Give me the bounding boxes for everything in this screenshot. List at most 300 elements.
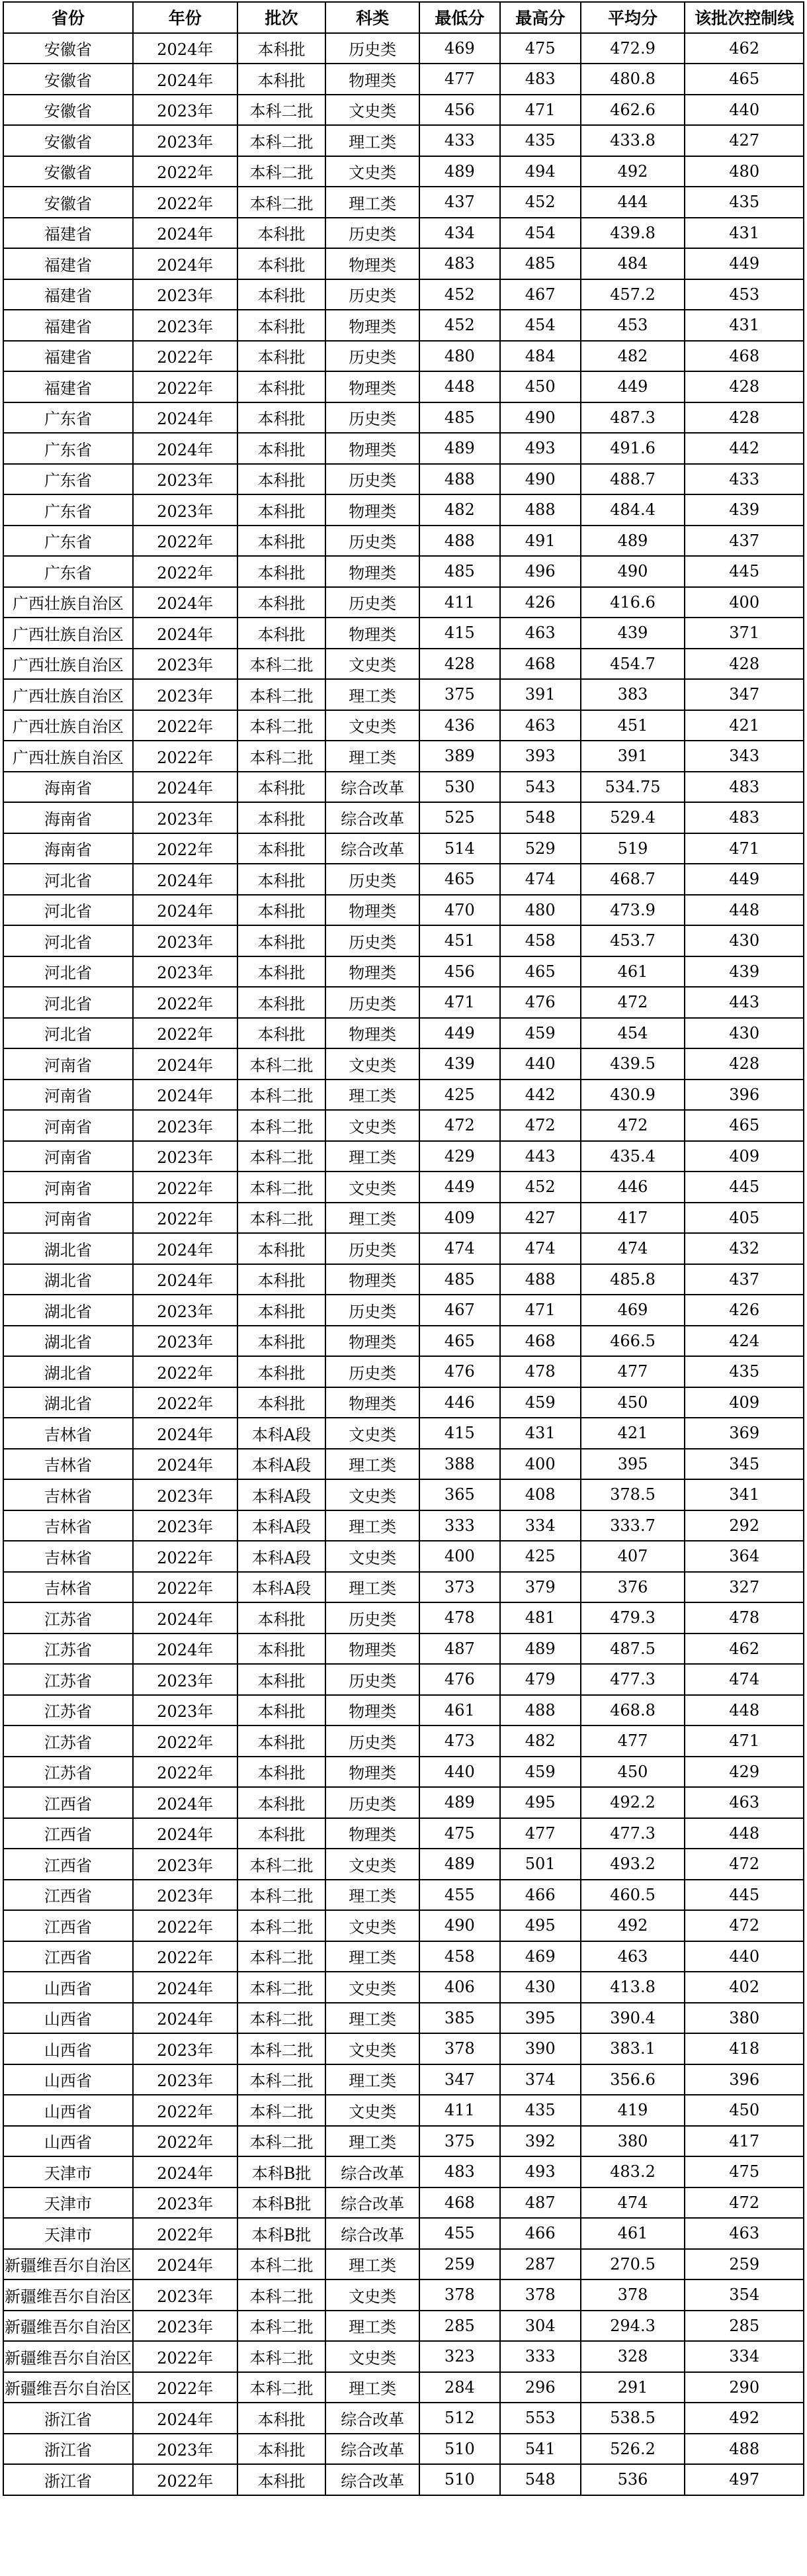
cell-year: 2023年 (133, 2311, 237, 2342)
cell-batch: 本科批 (237, 1725, 326, 1757)
header-batch: 批次 (237, 2, 326, 33)
table-row (3, 1233, 804, 1264)
cell-min-score: 476 (419, 1356, 500, 1387)
cell-max-score: 454 (500, 218, 581, 249)
table-row (3, 2126, 804, 2157)
cell-min-score: 483 (419, 2156, 500, 2187)
cell-avg-score: 493.2 (581, 1849, 685, 1880)
cell-year: 2022年 (133, 741, 237, 772)
cell-province: 江西省 (3, 1910, 133, 1941)
cell-year: 2022年 (133, 2218, 237, 2249)
cell-subject: 综合改革 (325, 772, 419, 803)
cell-subject: 文史类 (325, 710, 419, 741)
cell-min-score: 439 (419, 1048, 500, 1080)
table-body (3, 33, 804, 2495)
cell-min-score: 489 (419, 1787, 500, 1818)
cell-year: 2023年 (133, 956, 237, 988)
cell-subject: 理工类 (325, 2064, 419, 2095)
cell-subject: 理工类 (325, 679, 419, 710)
cell-province: 福建省 (3, 341, 133, 372)
table-row (3, 371, 804, 402)
cell-min-score: 436 (419, 710, 500, 741)
cell-min-score: 488 (419, 464, 500, 495)
cell-subject: 综合改革 (325, 2403, 419, 2434)
table-row (3, 1972, 804, 2003)
cell-batch: 本科批 (237, 1326, 326, 1357)
cell-batch: 本科批 (237, 1387, 326, 1418)
cell-province: 吉林省 (3, 1572, 133, 1603)
cell-min-score: 510 (419, 2464, 500, 2495)
cell-max-score: 426 (500, 587, 581, 618)
cell-max-score: 471 (500, 95, 581, 126)
cell-control-line: 347 (685, 679, 804, 710)
table-row (3, 1479, 804, 1510)
cell-min-score: 458 (419, 1941, 500, 1972)
cell-max-score: 493 (500, 2156, 581, 2187)
cell-avg-score: 446 (581, 1172, 685, 1203)
cell-avg-score: 472 (581, 1110, 685, 1141)
cell-min-score: 470 (419, 895, 500, 926)
cell-subject: 综合改革 (325, 2218, 419, 2249)
cell-subject: 理工类 (325, 2249, 419, 2280)
cell-max-score: 442 (500, 1080, 581, 1111)
cell-control-line: 475 (685, 2156, 804, 2187)
cell-max-score: 425 (500, 1541, 581, 1572)
cell-max-score: 553 (500, 2403, 581, 2434)
cell-province: 广西壮族自治区 (3, 710, 133, 741)
table-row (3, 248, 804, 279)
cell-batch: 本科批 (237, 402, 326, 434)
cell-max-score: 483 (500, 64, 581, 95)
cell-avg-score: 468.8 (581, 1695, 685, 1726)
cell-batch: 本科批 (237, 494, 326, 526)
cell-min-score: 433 (419, 125, 500, 156)
cell-batch: 本科批 (237, 1602, 326, 1633)
cell-max-score: 467 (500, 279, 581, 310)
cell-year: 2023年 (133, 1849, 237, 1880)
cell-year: 2024年 (133, 1602, 237, 1633)
cell-max-score: 490 (500, 464, 581, 495)
cell-batch: 本科批 (237, 556, 326, 587)
cell-subject: 文史类 (325, 1972, 419, 2003)
header-row (3, 2, 804, 33)
cell-year: 2023年 (133, 310, 237, 341)
cell-subject: 理工类 (325, 2003, 419, 2034)
cell-batch: 本科批 (237, 895, 326, 926)
cell-max-score: 493 (500, 433, 581, 464)
table-row (3, 1633, 804, 1665)
cell-subject: 文史类 (325, 1541, 419, 1572)
cell-year: 2022年 (133, 2095, 237, 2126)
cell-control-line: 409 (685, 1141, 804, 1172)
cell-year: 2022年 (133, 2341, 237, 2372)
cell-year: 2022年 (133, 710, 237, 741)
cell-year: 2024年 (133, 2403, 237, 2434)
cell-province: 湖北省 (3, 1264, 133, 1295)
cell-avg-score: 419 (581, 2095, 685, 2126)
cell-avg-score: 487.3 (581, 402, 685, 434)
cell-batch: 本科批 (237, 248, 326, 279)
cell-max-score: 481 (500, 1602, 581, 1633)
cell-control-line: 285 (685, 2311, 804, 2342)
cell-province: 浙江省 (3, 2434, 133, 2465)
cell-year: 2023年 (133, 1479, 237, 1510)
cell-batch: 本科二批 (237, 1048, 326, 1080)
cell-subject: 文史类 (325, 1110, 419, 1141)
cell-min-score: 469 (419, 33, 500, 64)
cell-batch: 本科批 (237, 1818, 326, 1849)
cell-max-score: 459 (500, 1757, 581, 1788)
cell-control-line: 400 (685, 587, 804, 618)
cell-province: 湖北省 (3, 1387, 133, 1418)
table-row (3, 2218, 804, 2249)
cell-province: 山西省 (3, 2095, 133, 2126)
table-row (3, 1941, 804, 1972)
cell-year: 2024年 (133, 33, 237, 64)
cell-avg-score: 472 (581, 987, 685, 1018)
cell-control-line: 468 (685, 341, 804, 372)
cell-max-score: 431 (500, 1418, 581, 1449)
cell-max-score: 488 (500, 1264, 581, 1295)
cell-min-score: 415 (419, 618, 500, 649)
cell-batch: 本科批 (237, 1664, 326, 1695)
cell-min-score: 323 (419, 2341, 500, 2372)
cell-avg-score: 491.6 (581, 433, 685, 464)
cell-min-score: 487 (419, 1633, 500, 1665)
cell-max-score: 474 (500, 864, 581, 895)
table-row (3, 2434, 804, 2465)
cell-subject: 历史类 (325, 1295, 419, 1326)
cell-year: 2024年 (133, 433, 237, 464)
cell-control-line: 396 (685, 2064, 804, 2095)
cell-province: 江苏省 (3, 1602, 133, 1633)
cell-batch: 本科批 (237, 1633, 326, 1665)
cell-year: 2023年 (133, 1326, 237, 1357)
cell-batch: 本科二批 (237, 1203, 326, 1234)
cell-control-line: 462 (685, 1633, 804, 1665)
cell-min-score: 452 (419, 279, 500, 310)
cell-control-line: 418 (685, 2033, 804, 2064)
cell-min-score: 476 (419, 1664, 500, 1695)
cell-max-score: 435 (500, 125, 581, 156)
cell-min-score: 448 (419, 371, 500, 402)
cell-subject: 物理类 (325, 433, 419, 464)
cell-avg-score: 484 (581, 248, 685, 279)
cell-control-line: 369 (685, 1418, 804, 1449)
cell-year: 2024年 (133, 218, 237, 249)
cell-year: 2024年 (133, 1633, 237, 1665)
cell-subject: 文史类 (325, 2279, 419, 2311)
cell-province: 湖北省 (3, 1326, 133, 1357)
cell-year: 2023年 (133, 925, 237, 956)
cell-min-score: 465 (419, 1326, 500, 1357)
table-row (3, 1695, 804, 1726)
cell-subject: 历史类 (325, 341, 419, 372)
cell-batch: 本科批 (237, 925, 326, 956)
cell-control-line: 445 (685, 1172, 804, 1203)
cell-subject: 理工类 (325, 2126, 419, 2157)
cell-batch: 本科二批 (237, 741, 326, 772)
cell-avg-score: 460.5 (581, 1880, 685, 1911)
cell-max-score: 435 (500, 2095, 581, 2126)
cell-control-line: 417 (685, 2126, 804, 2157)
cell-subject: 文史类 (325, 2095, 419, 2126)
cell-avg-score: 435.4 (581, 1141, 685, 1172)
cell-avg-score: 466.5 (581, 1326, 685, 1357)
cell-min-score: 285 (419, 2311, 500, 2342)
cell-year: 2024年 (133, 64, 237, 95)
cell-min-score: 440 (419, 1757, 500, 1788)
cell-control-line: 430 (685, 1018, 804, 1049)
table-row (3, 341, 804, 372)
cell-avg-score: 439.8 (581, 218, 685, 249)
cell-avg-score: 391 (581, 741, 685, 772)
cell-avg-score: 461 (581, 956, 685, 988)
cell-min-score: 375 (419, 2126, 500, 2157)
cell-control-line: 448 (685, 1695, 804, 1726)
cell-batch: 本科二批 (237, 1910, 326, 1941)
cell-max-score: 378 (500, 2279, 581, 2311)
cell-min-score: 456 (419, 956, 500, 988)
cell-year: 2024年 (133, 864, 237, 895)
cell-province: 天津市 (3, 2156, 133, 2187)
cell-year: 2022年 (133, 1018, 237, 1049)
cell-province: 江苏省 (3, 1757, 133, 1788)
cell-max-score: 474 (500, 1233, 581, 1264)
cell-control-line: 440 (685, 95, 804, 126)
cell-max-score: 296 (500, 2372, 581, 2403)
cell-subject: 理工类 (325, 187, 419, 218)
table-row (3, 1356, 804, 1387)
cell-batch: 本科二批 (237, 710, 326, 741)
table-row (3, 95, 804, 126)
cell-avg-score: 444 (581, 187, 685, 218)
cell-max-score: 496 (500, 556, 581, 587)
cell-province: 天津市 (3, 2218, 133, 2249)
cell-control-line: 290 (685, 2372, 804, 2403)
cell-control-line: 405 (685, 1203, 804, 1234)
cell-control-line: 424 (685, 1326, 804, 1357)
cell-batch: 本科二批 (237, 2003, 326, 2034)
cell-max-score: 454 (500, 310, 581, 341)
cell-min-score: 378 (419, 2279, 500, 2311)
cell-year: 2024年 (133, 1818, 237, 1849)
cell-province: 山西省 (3, 2064, 133, 2095)
cell-avg-score: 472.9 (581, 33, 685, 64)
cell-min-score: 478 (419, 1602, 500, 1633)
cell-min-score: 473 (419, 1725, 500, 1757)
table-row (3, 2279, 804, 2311)
cell-subject: 文史类 (325, 649, 419, 680)
cell-max-score: 304 (500, 2311, 581, 2342)
cell-province: 安徽省 (3, 156, 133, 187)
header-province: 省份 (3, 2, 133, 33)
cell-batch: 本科A段 (237, 1510, 326, 1541)
cell-avg-score: 421 (581, 1418, 685, 1449)
cell-max-score: 395 (500, 2003, 581, 2034)
cell-avg-score: 482 (581, 341, 685, 372)
cell-batch: 本科B批 (237, 2187, 326, 2219)
table-row (3, 1757, 804, 1788)
cell-min-score: 525 (419, 802, 500, 833)
cell-avg-score: 390.4 (581, 2003, 685, 2034)
cell-max-score: 501 (500, 1849, 581, 1880)
table-row (3, 587, 804, 618)
cell-year: 2023年 (133, 1295, 237, 1326)
header-control-line: 该批次控制线 (685, 2, 804, 33)
table-row (3, 156, 804, 187)
cell-avg-score: 488.7 (581, 464, 685, 495)
cell-province: 浙江省 (3, 2464, 133, 2495)
cell-batch: 本科A段 (237, 1449, 326, 1480)
cell-batch: 本科二批 (237, 1849, 326, 1880)
cell-max-score: 478 (500, 1356, 581, 1387)
table-row (3, 2403, 804, 2434)
cell-subject: 理工类 (325, 1080, 419, 1111)
cell-max-score: 472 (500, 1110, 581, 1141)
table-row (3, 1172, 804, 1203)
cell-control-line: 421 (685, 710, 804, 741)
cell-control-line: 341 (685, 1479, 804, 1510)
cell-subject: 综合改革 (325, 2434, 419, 2465)
cell-batch: 本科批 (237, 833, 326, 864)
cell-min-score: 489 (419, 433, 500, 464)
table-row (3, 1326, 804, 1357)
cell-max-score: 459 (500, 1387, 581, 1418)
cell-batch: 本科批 (237, 1233, 326, 1264)
cell-year: 2024年 (133, 248, 237, 279)
cell-max-score: 485 (500, 248, 581, 279)
cell-max-score: 463 (500, 710, 581, 741)
cell-control-line: 437 (685, 1264, 804, 1295)
cell-control-line: 380 (685, 2003, 804, 2034)
cell-province: 河北省 (3, 987, 133, 1018)
cell-control-line: 433 (685, 464, 804, 495)
cell-year: 2023年 (133, 2279, 237, 2311)
table-row (3, 1787, 804, 1818)
admission-scores-table (3, 1, 804, 2496)
cell-control-line: 471 (685, 1725, 804, 1757)
cell-subject: 历史类 (325, 1787, 419, 1818)
cell-subject: 历史类 (325, 987, 419, 1018)
cell-min-score: 434 (419, 218, 500, 249)
cell-subject: 历史类 (325, 1356, 419, 1387)
cell-subject: 历史类 (325, 1664, 419, 1695)
cell-province: 山西省 (3, 1972, 133, 2003)
cell-batch: 本科二批 (237, 2064, 326, 2095)
cell-batch: 本科批 (237, 371, 326, 402)
cell-min-score: 284 (419, 2372, 500, 2403)
cell-province: 湖北省 (3, 1295, 133, 1326)
cell-year: 2022年 (133, 2372, 237, 2403)
cell-province: 福建省 (3, 248, 133, 279)
cell-year: 2023年 (133, 464, 237, 495)
cell-min-score: 477 (419, 64, 500, 95)
cell-subject: 文史类 (325, 1849, 419, 1880)
cell-batch: 本科批 (237, 802, 326, 833)
cell-avg-score: 538.5 (581, 2403, 685, 2434)
cell-max-score: 487 (500, 2187, 581, 2219)
cell-control-line: 471 (685, 833, 804, 864)
cell-min-score: 429 (419, 1141, 500, 1172)
cell-control-line: 343 (685, 741, 804, 772)
cell-batch: 本科批 (237, 464, 326, 495)
cell-year: 2022年 (133, 2464, 237, 2495)
cell-province: 新疆维吾尔自治区 (3, 2249, 133, 2280)
table-row (3, 64, 804, 95)
cell-avg-score: 534.75 (581, 772, 685, 803)
cell-year: 2022年 (133, 1757, 237, 1788)
cell-avg-score: 526.2 (581, 2434, 685, 2465)
table-row (3, 1387, 804, 1418)
cell-control-line: 396 (685, 1080, 804, 1111)
cell-subject: 物理类 (325, 1695, 419, 1726)
cell-province: 江苏省 (3, 1695, 133, 1726)
table-row (3, 925, 804, 956)
cell-min-score: 400 (419, 1541, 500, 1572)
cell-avg-score: 468.7 (581, 864, 685, 895)
cell-avg-score: 449 (581, 371, 685, 402)
cell-year: 2022年 (133, 1387, 237, 1418)
cell-subject: 历史类 (325, 464, 419, 495)
cell-year: 2024年 (133, 1080, 237, 1111)
cell-control-line: 453 (685, 279, 804, 310)
cell-year: 2022年 (133, 156, 237, 187)
table-row (3, 802, 804, 833)
cell-control-line: 345 (685, 1449, 804, 1480)
cell-max-score: 287 (500, 2249, 581, 2280)
cell-batch: 本科二批 (237, 2095, 326, 2126)
cell-avg-score: 328 (581, 2341, 685, 2372)
cell-year: 2024年 (133, 1418, 237, 1449)
cell-control-line: 371 (685, 618, 804, 649)
table-row (3, 1449, 804, 1480)
cell-batch: 本科二批 (237, 2279, 326, 2311)
cell-subject: 文史类 (325, 1048, 419, 1080)
table-row (3, 1295, 804, 1326)
cell-max-score: 459 (500, 1018, 581, 1049)
cell-control-line: 334 (685, 2341, 804, 2372)
cell-max-score: 484 (500, 341, 581, 372)
cell-subject: 理工类 (325, 1510, 419, 1541)
table-row (3, 33, 804, 64)
cell-avg-score: 529.4 (581, 802, 685, 833)
cell-min-score: 471 (419, 987, 500, 1018)
cell-min-score: 437 (419, 187, 500, 218)
cell-year: 2023年 (133, 1141, 237, 1172)
cell-subject: 历史类 (325, 1233, 419, 1264)
cell-province: 安徽省 (3, 33, 133, 64)
cell-subject: 文史类 (325, 2341, 419, 2372)
table-row (3, 433, 804, 464)
cell-max-score: 482 (500, 1725, 581, 1757)
cell-province: 吉林省 (3, 1541, 133, 1572)
cell-batch: 本科二批 (237, 2341, 326, 2372)
table-row (3, 1572, 804, 1603)
cell-avg-score: 413.8 (581, 1972, 685, 2003)
cell-subject: 历史类 (325, 526, 419, 557)
cell-year: 2022年 (133, 187, 237, 218)
cell-batch: 本科批 (237, 1757, 326, 1788)
cell-province: 海南省 (3, 833, 133, 864)
cell-batch: 本科A段 (237, 1572, 326, 1603)
cell-batch: 本科二批 (237, 2372, 326, 2403)
cell-max-score: 543 (500, 772, 581, 803)
cell-subject: 物理类 (325, 556, 419, 587)
cell-year: 2023年 (133, 279, 237, 310)
cell-batch: 本科二批 (237, 649, 326, 680)
cell-batch: 本科批 (237, 33, 326, 64)
